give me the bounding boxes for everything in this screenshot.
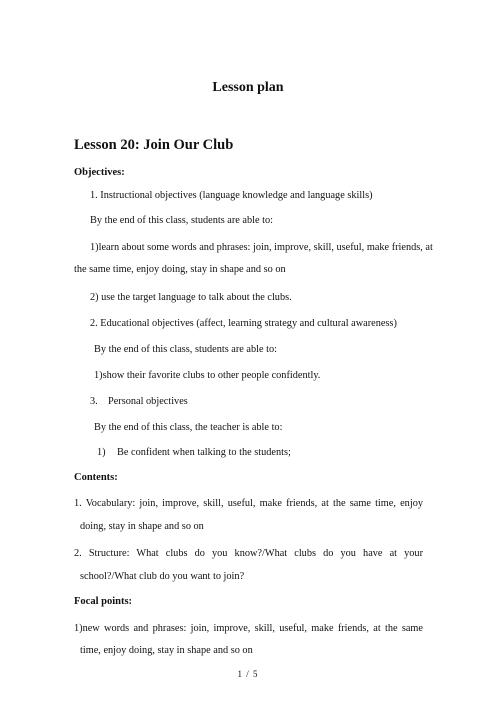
contents-vocabulary-line-1: 1. Vocabulary: join, improve, skill, useful, make friends, at the same time, enjoy	[74, 498, 423, 509]
lesson-title: Lesson 20: Join Our Club	[74, 137, 234, 153]
instructional-objectives: 1. Instructional objectives (language knowledge and language skills)	[90, 190, 373, 201]
document-title: Lesson plan	[212, 80, 284, 95]
personal-objectives-number: 3.	[90, 396, 98, 407]
personal-objectives: Personal objectives	[108, 396, 188, 407]
educational-intro: By the end of this class, students are able to:	[94, 344, 278, 355]
personal-intro: By the end of this class, the teacher is able to:	[94, 422, 283, 433]
contents-heading: Contents:	[74, 472, 118, 483]
objective-item-1-line-1: 1)learn about some words and phrases: join, improve, skill, useful, make friends, at	[90, 242, 433, 253]
focal-points-heading: Focal points:	[74, 596, 133, 607]
personal-item: Be confident when talking to the students;	[117, 447, 291, 458]
contents-structure-line-2: school?/What club do you want to join?	[80, 571, 245, 582]
educational-objectives: 2. Educational objectives (affect, learning strategy and cultural awareness)	[90, 318, 397, 329]
focal-points-line-1: 1)new words and phrases: join, improve, skill, useful, make friends, at the same	[74, 623, 423, 634]
objective-item-2: 2) use the target language to talk about the clubs.	[90, 292, 292, 303]
contents-vocabulary-line-2: doing, stay in shape and so on	[80, 521, 204, 532]
objective-item-1-line-2: the same time, enjoy doing, stay in shape and so on	[74, 264, 286, 275]
focal-points-line-2: time, enjoy doing, stay in shape and so on	[80, 645, 253, 656]
instructional-intro: By the end of this class, students are able to:	[90, 215, 274, 226]
educational-item-1: 1)show their favorite clubs to other people confidently.	[94, 370, 321, 381]
contents-structure-line-1: 2. Structure: What clubs do you know?/What clubs do you have at your	[74, 548, 423, 559]
page-number: 1 / 5	[237, 669, 259, 679]
personal-item-number: 1)	[97, 447, 106, 458]
objectives-heading: Objectives:	[74, 167, 125, 178]
